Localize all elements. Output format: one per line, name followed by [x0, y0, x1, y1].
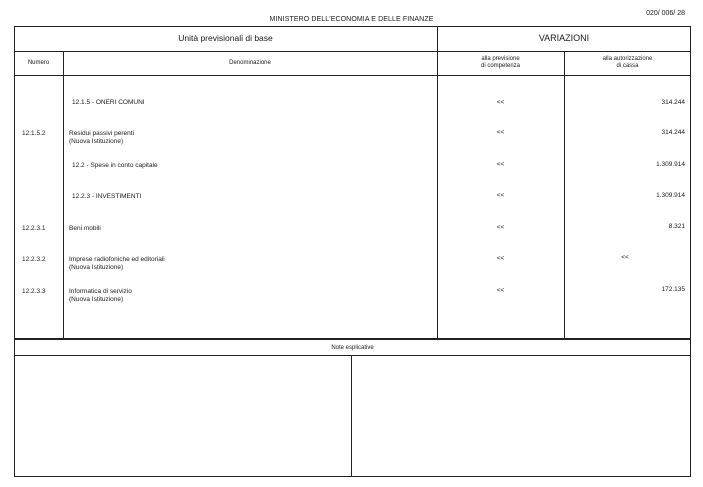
row-5-denominazione-note: (Nuova Istituzione) [69, 264, 124, 271]
row-5-cassa: << [621, 254, 629, 261]
col-header-cassa-2: di cassa [616, 63, 639, 69]
row-5-competenza: << [496, 255, 505, 262]
row-4-cassa: 8.321 [668, 223, 685, 230]
row-3-competenza: << [496, 192, 505, 199]
col-header-competenza-2: di competenza [480, 63, 521, 69]
col-header-cassa-1: alla autorizzazione [602, 56, 653, 62]
header-divider-1 [14, 51, 691, 52]
page-code: 020/ 006/ 28 [646, 10, 685, 17]
row-6-cassa: 172.135 [661, 286, 685, 293]
col-header-numero: Numero [27, 60, 50, 66]
row-5-numero: 12.2.3.2 [22, 256, 46, 263]
row-0-cassa: 314.244 [661, 99, 685, 106]
row-1-competenza: << [496, 129, 505, 136]
row-2-denominazione: 12.2 - Spese in conto capitale [72, 162, 158, 169]
row-2-cassa: 1.309.914 [656, 161, 685, 168]
row-6-denominazione-note: (Nuova Istituzione) [69, 296, 124, 303]
row-0-denominazione: 12.1.5 - ONERI COMUNI [72, 99, 145, 106]
row-6-numero: 12.2.3.3 [22, 288, 46, 295]
ministry-title: MINISTERO DELL'ECONOMIA E DELLE FINANZE [269, 16, 434, 23]
row-1-cassa: 314.244 [661, 129, 685, 136]
row-4-competenza: << [496, 224, 505, 231]
row-1-numero: 12.1.5.2 [22, 130, 46, 137]
row-4-denominazione: Beni mobili [69, 225, 101, 232]
row-1-denominazione: Residui passivi perenti [69, 130, 135, 137]
row-0-competenza: << [496, 99, 505, 106]
row-1-denominazione-note: (Nuova Istituzione) [69, 138, 124, 145]
header-upb: Unità previsionali di base [178, 33, 273, 43]
row-6-denominazione: Informatica di servizio [69, 288, 132, 295]
col-divider-numero [63, 51, 64, 339]
col-header-competenza-1: alla previsione [481, 56, 520, 62]
row-3-cassa: 1.309.914 [656, 192, 685, 199]
row-6-competenza: << [496, 287, 505, 294]
notes-column-divider [351, 355, 352, 477]
notes-box [14, 339, 691, 477]
header-variazioni: VARIAZIONI [538, 33, 590, 43]
row-5-denominazione: Imprese radiofoniche ed editoriali [69, 256, 165, 263]
row-3-denominazione: 12.2.3 - INVESTIMENTI [72, 193, 142, 200]
row-2-competenza: << [496, 161, 505, 168]
col-header-denominazione: Denominazione [229, 60, 271, 66]
notes-title: Note esplicative [331, 345, 374, 351]
row-4-numero: 12.2.3.1 [22, 225, 46, 232]
header-divider-2 [14, 75, 691, 76]
notes-title-divider [14, 355, 691, 356]
